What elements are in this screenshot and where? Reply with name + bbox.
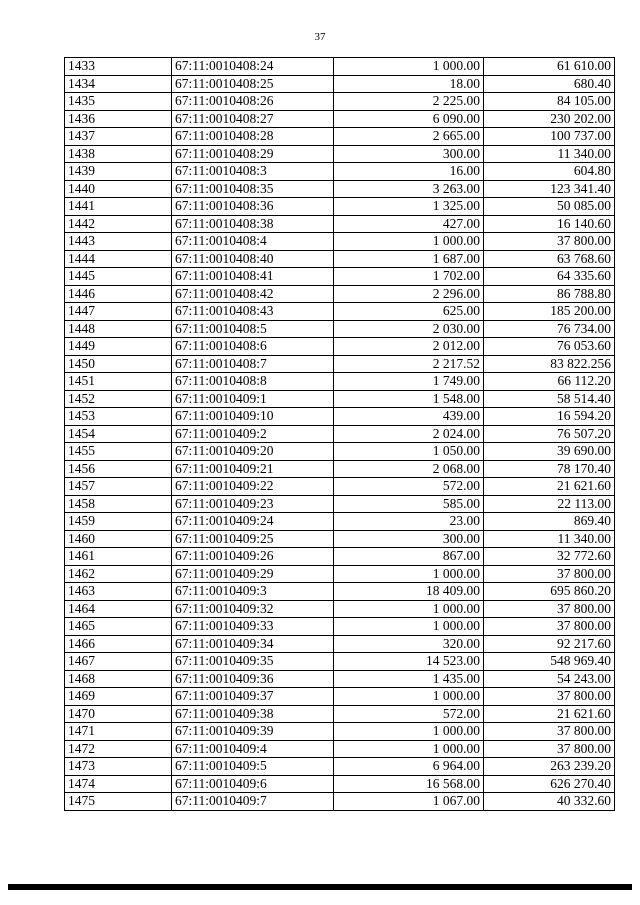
row-number-cell: 1454 [65,425,172,443]
value-cell: 11 340.00 [484,145,615,163]
table-row [65,670,615,688]
cadastral-number-cell: 67:11:0010408:6 [172,338,334,356]
row-number-cell: 1458 [65,495,172,513]
table-row [65,460,615,478]
area-cell: 2 012.00 [334,338,484,356]
value-cell: 123 341.40 [484,180,615,198]
area-cell: 1 000.00 [334,233,484,251]
table-row [65,110,615,128]
area-cell: 1 000.00 [334,600,484,618]
area-cell: 1 000.00 [334,723,484,741]
row-number-cell: 1474 [65,775,172,793]
value-cell: 37 800.00 [484,723,615,741]
table-row [65,373,615,391]
area-cell: 23.00 [334,513,484,531]
area-cell: 1 000.00 [334,618,484,636]
cadastral-number-cell: 67:11:0010408:8 [172,373,334,391]
row-number-cell: 1435 [65,93,172,111]
cadastral-number-cell: 67:11:0010409:21 [172,460,334,478]
cadastral-number-cell: 67:11:0010409:23 [172,495,334,513]
area-cell: 1 000.00 [334,688,484,706]
table-row [65,513,615,531]
area-cell: 3 263.00 [334,180,484,198]
cadastral-number-cell: 67:11:0010409:2 [172,425,334,443]
value-cell: 37 800.00 [484,688,615,706]
cadastral-number-cell: 67:11:0010408:38 [172,215,334,233]
cadastral-number-cell: 67:11:0010409:20 [172,443,334,461]
value-cell: 39 690.00 [484,443,615,461]
area-cell: 1 325.00 [334,198,484,216]
row-number-cell: 1460 [65,530,172,548]
row-number-cell: 1461 [65,548,172,566]
area-cell: 320.00 [334,635,484,653]
cadastral-number-cell: 67:11:0010409:10 [172,408,334,426]
cadastral-number-cell: 67:11:0010408:36 [172,198,334,216]
value-cell: 680.40 [484,75,615,93]
value-cell: 100 737.00 [484,128,615,146]
cadastral-number-cell: 67:11:0010409:3 [172,583,334,601]
table-row [65,723,615,741]
cadastral-number-cell: 67:11:0010409:38 [172,705,334,723]
cadastral-number-cell: 67:11:0010408:43 [172,303,334,321]
table-row [65,758,615,776]
row-number-cell: 1449 [65,338,172,356]
value-cell: 21 621.60 [484,478,615,496]
row-number-cell: 1473 [65,758,172,776]
cadastral-number-cell: 67:11:0010409:7 [172,793,334,811]
table-row [65,740,615,758]
cadastral-number-cell: 67:11:0010408:25 [172,75,334,93]
row-number-cell: 1447 [65,303,172,321]
value-cell: 37 800.00 [484,565,615,583]
table-row [65,443,615,461]
row-number-cell: 1450 [65,355,172,373]
value-cell: 32 772.60 [484,548,615,566]
area-cell: 2 665.00 [334,128,484,146]
table-row [65,355,615,373]
row-number-cell: 1440 [65,180,172,198]
row-number-cell: 1448 [65,320,172,338]
cadastral-number-cell: 67:11:0010409:37 [172,688,334,706]
row-number-cell: 1437 [65,128,172,146]
value-cell: 21 621.60 [484,705,615,723]
value-cell: 16 594.20 [484,408,615,426]
area-cell: 1 702.00 [334,268,484,286]
row-number-cell: 1457 [65,478,172,496]
value-cell: 54 243.00 [484,670,615,688]
page-number: 37 [314,31,326,43]
area-cell: 439.00 [334,408,484,426]
table-row [65,530,615,548]
area-cell: 2 030.00 [334,320,484,338]
area-cell: 2 024.00 [334,425,484,443]
cadastral-number-cell: 67:11:0010409:34 [172,635,334,653]
value-cell: 11 340.00 [484,530,615,548]
row-number-cell: 1468 [65,670,172,688]
row-number-cell: 1475 [65,793,172,811]
area-cell: 867.00 [334,548,484,566]
row-number-cell: 1459 [65,513,172,531]
table-row [65,250,615,268]
cadastral-number-cell: 67:11:0010408:42 [172,285,334,303]
cadastral-number-cell: 67:11:0010408:5 [172,320,334,338]
value-cell: 263 239.20 [484,758,615,776]
area-cell: 1 000.00 [334,740,484,758]
area-cell: 18.00 [334,75,484,93]
cadastral-number-cell: 67:11:0010408:28 [172,128,334,146]
row-number-cell: 1470 [65,705,172,723]
table-row [65,425,615,443]
cadastral-number-cell: 67:11:0010408:29 [172,145,334,163]
value-cell: 50 085.00 [484,198,615,216]
cadastral-number-cell: 67:11:0010408:4 [172,233,334,251]
row-number-cell: 1455 [65,443,172,461]
table-row [65,495,615,513]
value-cell: 604.80 [484,163,615,181]
row-number-cell: 1438 [65,145,172,163]
row-number-cell: 1462 [65,565,172,583]
area-cell: 1 000.00 [334,565,484,583]
cadastral-number-cell: 67:11:0010408:26 [172,93,334,111]
area-cell: 2 068.00 [334,460,484,478]
value-cell: 626 270.40 [484,775,615,793]
table-row [65,303,615,321]
cadastral-number-cell: 67:11:0010409:5 [172,758,334,776]
cadastral-number-cell: 67:11:0010409:29 [172,565,334,583]
value-cell: 63 768.60 [484,250,615,268]
row-number-cell: 1453 [65,408,172,426]
registry-table [64,57,615,811]
value-cell: 548 969.40 [484,653,615,671]
area-cell: 6 964.00 [334,758,484,776]
value-cell: 37 800.00 [484,740,615,758]
row-number-cell: 1467 [65,653,172,671]
table-row [65,268,615,286]
area-cell: 572.00 [334,478,484,496]
row-number-cell: 1434 [65,75,172,93]
value-cell: 83 822.256 [484,355,615,373]
cadastral-number-cell: 67:11:0010409:39 [172,723,334,741]
value-cell: 84 105.00 [484,93,615,111]
cadastral-number-cell: 67:11:0010408:3 [172,163,334,181]
table-row [65,478,615,496]
value-cell: 230 202.00 [484,110,615,128]
table-row [65,285,615,303]
table-row [65,793,615,811]
value-cell: 61 610.00 [484,58,615,76]
table-row [65,635,615,653]
table-row [65,145,615,163]
value-cell: 76 507.20 [484,425,615,443]
area-cell: 2 217.52 [334,355,484,373]
area-cell: 6 090.00 [334,110,484,128]
table-row [65,75,615,93]
table-row [65,128,615,146]
row-number-cell: 1443 [65,233,172,251]
table-row [65,93,615,111]
row-number-cell: 1439 [65,163,172,181]
table-row [65,320,615,338]
table-row [65,653,615,671]
cadastral-number-cell: 67:11:0010408:7 [172,355,334,373]
area-cell: 625.00 [334,303,484,321]
row-number-cell: 1456 [65,460,172,478]
area-cell: 14 523.00 [334,653,484,671]
value-cell: 66 112.20 [484,373,615,391]
value-cell: 695 860.20 [484,583,615,601]
area-cell: 16 568.00 [334,775,484,793]
cadastral-number-cell: 67:11:0010409:36 [172,670,334,688]
area-cell: 2 296.00 [334,285,484,303]
table-row [65,233,615,251]
cadastral-number-cell: 67:11:0010409:26 [172,548,334,566]
table-row [65,618,615,636]
area-cell: 300.00 [334,145,484,163]
row-number-cell: 1451 [65,373,172,391]
table-row [65,390,615,408]
value-cell: 92 217.60 [484,635,615,653]
area-cell: 1 000.00 [334,58,484,76]
row-number-cell: 1464 [65,600,172,618]
cadastral-number-cell: 67:11:0010409:4 [172,740,334,758]
row-number-cell: 1465 [65,618,172,636]
cadastral-number-cell: 67:11:0010408:24 [172,58,334,76]
cadastral-number-cell: 67:11:0010409:35 [172,653,334,671]
area-cell: 1 435.00 [334,670,484,688]
value-cell: 78 170.40 [484,460,615,478]
area-cell: 16.00 [334,163,484,181]
cadastral-number-cell: 67:11:0010409:33 [172,618,334,636]
value-cell: 37 800.00 [484,618,615,636]
area-cell: 1 067.00 [334,793,484,811]
area-cell: 18 409.00 [334,583,484,601]
row-number-cell: 1445 [65,268,172,286]
area-cell: 1 749.00 [334,373,484,391]
value-cell: 16 140.60 [484,215,615,233]
row-number-cell: 1469 [65,688,172,706]
value-cell: 76 734.00 [484,320,615,338]
cadastral-number-cell: 67:11:0010409:25 [172,530,334,548]
value-cell: 37 800.00 [484,233,615,251]
value-cell: 37 800.00 [484,600,615,618]
row-number-cell: 1441 [65,198,172,216]
row-number-cell: 1442 [65,215,172,233]
cadastral-number-cell: 67:11:0010409:22 [172,478,334,496]
cadastral-number-cell: 67:11:0010409:32 [172,600,334,618]
value-cell: 64 335.60 [484,268,615,286]
area-cell: 1 050.00 [334,443,484,461]
row-number-cell: 1471 [65,723,172,741]
area-cell: 300.00 [334,530,484,548]
row-number-cell: 1463 [65,583,172,601]
table-row [65,600,615,618]
value-cell: 76 053.60 [484,338,615,356]
row-number-cell: 1444 [65,250,172,268]
area-cell: 1 687.00 [334,250,484,268]
cadastral-number-cell: 67:11:0010408:27 [172,110,334,128]
value-cell: 185 200.00 [484,303,615,321]
cadastral-number-cell: 67:11:0010409:1 [172,390,334,408]
row-number-cell: 1472 [65,740,172,758]
value-cell: 58 514.40 [484,390,615,408]
table-row [65,338,615,356]
area-cell: 427.00 [334,215,484,233]
table-row [65,583,615,601]
cadastral-number-cell: 67:11:0010409:6 [172,775,334,793]
area-cell: 572.00 [334,705,484,723]
cadastral-number-cell: 67:11:0010408:41 [172,268,334,286]
table-row [65,215,615,233]
bottom-rule [8,884,632,890]
row-number-cell: 1446 [65,285,172,303]
value-cell: 869.40 [484,513,615,531]
area-cell: 1 548.00 [334,390,484,408]
area-cell: 2 225.00 [334,93,484,111]
cadastral-number-cell: 67:11:0010409:24 [172,513,334,531]
row-number-cell: 1433 [65,58,172,76]
table-row [65,775,615,793]
table-row [65,705,615,723]
table-row [65,198,615,216]
value-cell: 40 332.60 [484,793,615,811]
table-row [65,565,615,583]
table-row [65,688,615,706]
registry-table-body [65,58,615,811]
cadastral-number-cell: 67:11:0010408:40 [172,250,334,268]
value-cell: 86 788.80 [484,285,615,303]
value-cell: 22 113.00 [484,495,615,513]
table-row [65,180,615,198]
table-row [65,548,615,566]
row-number-cell: 1466 [65,635,172,653]
cadastral-number-cell: 67:11:0010408:35 [172,180,334,198]
row-number-cell: 1436 [65,110,172,128]
table-row [65,408,615,426]
table-row [65,163,615,181]
row-number-cell: 1452 [65,390,172,408]
area-cell: 585.00 [334,495,484,513]
table-row [65,58,615,76]
